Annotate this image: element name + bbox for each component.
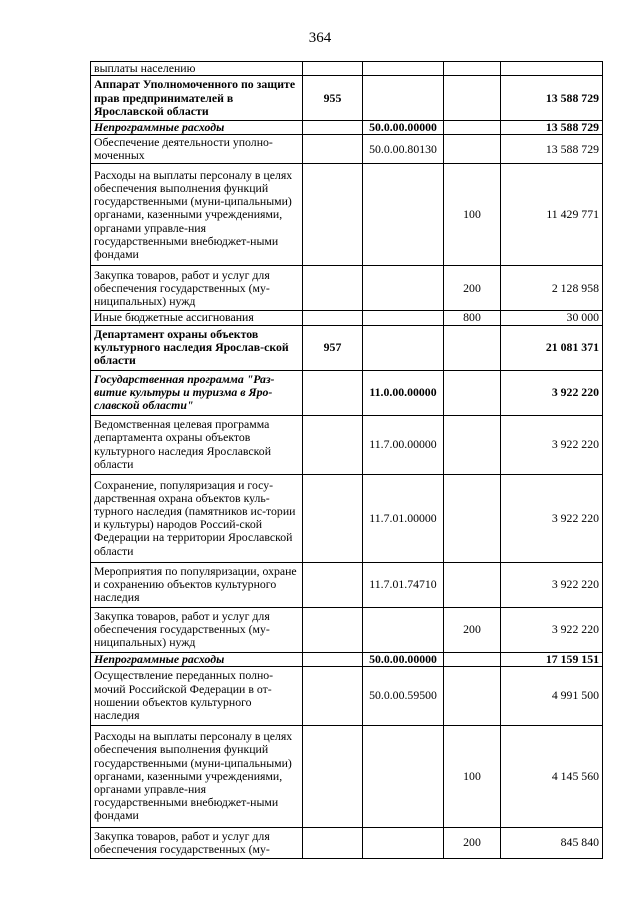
row-department-code-cell xyxy=(303,607,363,652)
page-number: 364 xyxy=(308,30,332,46)
row-target-article-cell: 11.0.00.00000 xyxy=(363,370,444,415)
row-amount-cell: 13 588 729 xyxy=(501,121,603,135)
row-target-article-cell xyxy=(363,325,444,370)
row-amount-cell: 845 840 xyxy=(501,827,603,858)
row-department-code-cell xyxy=(303,164,363,266)
row-expense-type-cell xyxy=(444,325,501,370)
row-amount-cell: 4 145 560 xyxy=(501,725,603,827)
row-amount-cell: 2 128 958 xyxy=(501,266,603,311)
row-name-cell: Закупка товаров, работ и услуг для обеспечения государственных (му-ниципальных) нужд xyxy=(91,607,303,652)
row-target-article-cell xyxy=(363,725,444,827)
row-department-code-cell xyxy=(303,135,363,164)
table-row xyxy=(91,725,603,827)
table-row xyxy=(91,607,603,652)
row-expense-type-cell: 100 xyxy=(444,164,501,266)
row-target-article-cell: 50.0.00.00000 xyxy=(363,121,444,135)
row-target-article-cell xyxy=(363,311,444,325)
budget-table-body xyxy=(91,62,603,859)
table-row xyxy=(91,135,603,164)
row-name-cell: выплаты населению xyxy=(91,62,303,76)
table-row xyxy=(91,121,603,135)
table-row xyxy=(91,827,603,858)
row-name-cell: Аппарат Уполномоченного по защите прав предпринимателей в Ярославской области xyxy=(91,76,303,121)
row-amount-cell: 17 159 151 xyxy=(501,652,603,666)
row-department-code-cell xyxy=(303,370,363,415)
row-name-cell: Государственная программа "Раз-витие культуры и туризма в Яро-славской области" xyxy=(91,370,303,415)
row-target-article-cell xyxy=(363,266,444,311)
row-expense-type-cell xyxy=(444,76,501,121)
row-expense-type-cell xyxy=(444,562,501,607)
table-row xyxy=(91,415,603,474)
row-name-cell: Департамент охраны объектов культурного наследия Ярослав-ской области xyxy=(91,325,303,370)
row-expense-type-cell: 200 xyxy=(444,607,501,652)
row-expense-type-cell xyxy=(444,370,501,415)
row-name-cell: Ведомственная целевая программа департамента охраны объектов культурного наследия Ярославской области xyxy=(91,415,303,474)
row-amount-cell: 13 588 729 xyxy=(501,76,603,121)
row-department-code-cell: 957 xyxy=(303,325,363,370)
row-name-cell: Иные бюджетные ассигнования xyxy=(91,311,303,325)
row-target-article-cell xyxy=(363,827,444,858)
row-name-cell: Непрограммные расходы xyxy=(91,121,303,135)
row-department-code-cell xyxy=(303,827,363,858)
row-department-code-cell xyxy=(303,474,363,562)
row-target-article-cell: 11.7.00.00000 xyxy=(363,415,444,474)
row-department-code-cell xyxy=(303,62,363,76)
row-amount-cell: 13 588 729 xyxy=(501,135,603,164)
row-target-article-cell: 11.7.01.74710 xyxy=(363,562,444,607)
table-row xyxy=(91,325,603,370)
row-target-article-cell: 50.0.00.80130 xyxy=(363,135,444,164)
row-name-cell: Закупка товаров, работ и услуг для обеспечения государственных (му- xyxy=(91,827,303,858)
row-department-code-cell xyxy=(303,266,363,311)
row-department-code-cell xyxy=(303,652,363,666)
table-row xyxy=(91,370,603,415)
table-row xyxy=(91,62,603,76)
row-name-cell: Расходы на выплаты персоналу в целях обеспечения выполнения функций государственными (муни-ципальными) органами, казенными учреждениями, органами управле-ния государственными внебюджет-ными фондами xyxy=(91,725,303,827)
table-row xyxy=(91,474,603,562)
row-expense-type-cell xyxy=(444,652,501,666)
row-amount-cell: 3 922 220 xyxy=(501,370,603,415)
row-department-code-cell: 955 xyxy=(303,76,363,121)
table-row xyxy=(91,562,603,607)
row-department-code-cell xyxy=(303,725,363,827)
row-expense-type-cell xyxy=(444,121,501,135)
row-amount-cell: 3 922 220 xyxy=(501,562,603,607)
row-amount-cell: 30 000 xyxy=(501,311,603,325)
row-amount-cell: 3 922 220 xyxy=(501,607,603,652)
row-expense-type-cell xyxy=(444,135,501,164)
row-amount-cell: 11 429 771 xyxy=(501,164,603,266)
row-target-article-cell: 50.0.00.59500 xyxy=(363,666,444,725)
row-amount-cell: 4 991 500 xyxy=(501,666,603,725)
table-row xyxy=(91,76,603,121)
row-expense-type-cell xyxy=(444,415,501,474)
row-expense-type-cell xyxy=(444,62,501,76)
row-target-article-cell xyxy=(363,607,444,652)
row-amount-cell: 3 922 220 xyxy=(501,415,603,474)
row-name-cell: Сохранение, популяризация и госу-дарственная охрана объектов куль-турного наследия (памятников ис-тории и культуры) народов Россий-ской Федерации на территории Ярославской области xyxy=(91,474,303,562)
row-target-article-cell xyxy=(363,62,444,76)
table-row xyxy=(91,266,603,311)
row-expense-type-cell: 200 xyxy=(444,266,501,311)
row-department-code-cell xyxy=(303,666,363,725)
row-name-cell: Закупка товаров, работ и услуг для обеспечения государственных (му-ниципальных) нужд xyxy=(91,266,303,311)
row-target-article-cell: 11.7.01.00000 xyxy=(363,474,444,562)
table-row xyxy=(91,164,603,266)
row-amount-cell xyxy=(501,62,603,76)
row-name-cell: Непрограммные расходы xyxy=(91,652,303,666)
row-name-cell: Обеспечение деятельности уполно-моченных xyxy=(91,135,303,164)
row-department-code-cell xyxy=(303,121,363,135)
row-amount-cell: 21 081 371 xyxy=(501,325,603,370)
row-name-cell: Мероприятия по популяризации, охране и сохранению объектов культурного наследия xyxy=(91,562,303,607)
row-amount-cell: 3 922 220 xyxy=(501,474,603,562)
row-department-code-cell xyxy=(303,562,363,607)
row-expense-type-cell xyxy=(444,474,501,562)
row-target-article-cell: 50.0.00.00000 xyxy=(363,652,444,666)
row-department-code-cell xyxy=(303,311,363,325)
row-expense-type-cell xyxy=(444,666,501,725)
row-target-article-cell xyxy=(363,76,444,121)
row-expense-type-cell: 200 xyxy=(444,827,501,858)
row-name-cell: Расходы на выплаты персоналу в целях обеспечения выполнения функций государственными (муни-ципальными) органами, казенными учреждениями, органами управле-ния государственными внебюджет-ными фондами xyxy=(91,164,303,266)
table-row xyxy=(91,666,603,725)
row-target-article-cell xyxy=(363,164,444,266)
row-expense-type-cell: 800 xyxy=(444,311,501,325)
table-row xyxy=(91,652,603,666)
row-expense-type-cell: 100 xyxy=(444,725,501,827)
budget-table xyxy=(90,61,603,859)
row-name-cell: Осуществление переданных полно-мочий Российской Федерации в от-ношении объектов культурного наследия xyxy=(91,666,303,725)
row-department-code-cell xyxy=(303,415,363,474)
table-row xyxy=(91,311,603,325)
